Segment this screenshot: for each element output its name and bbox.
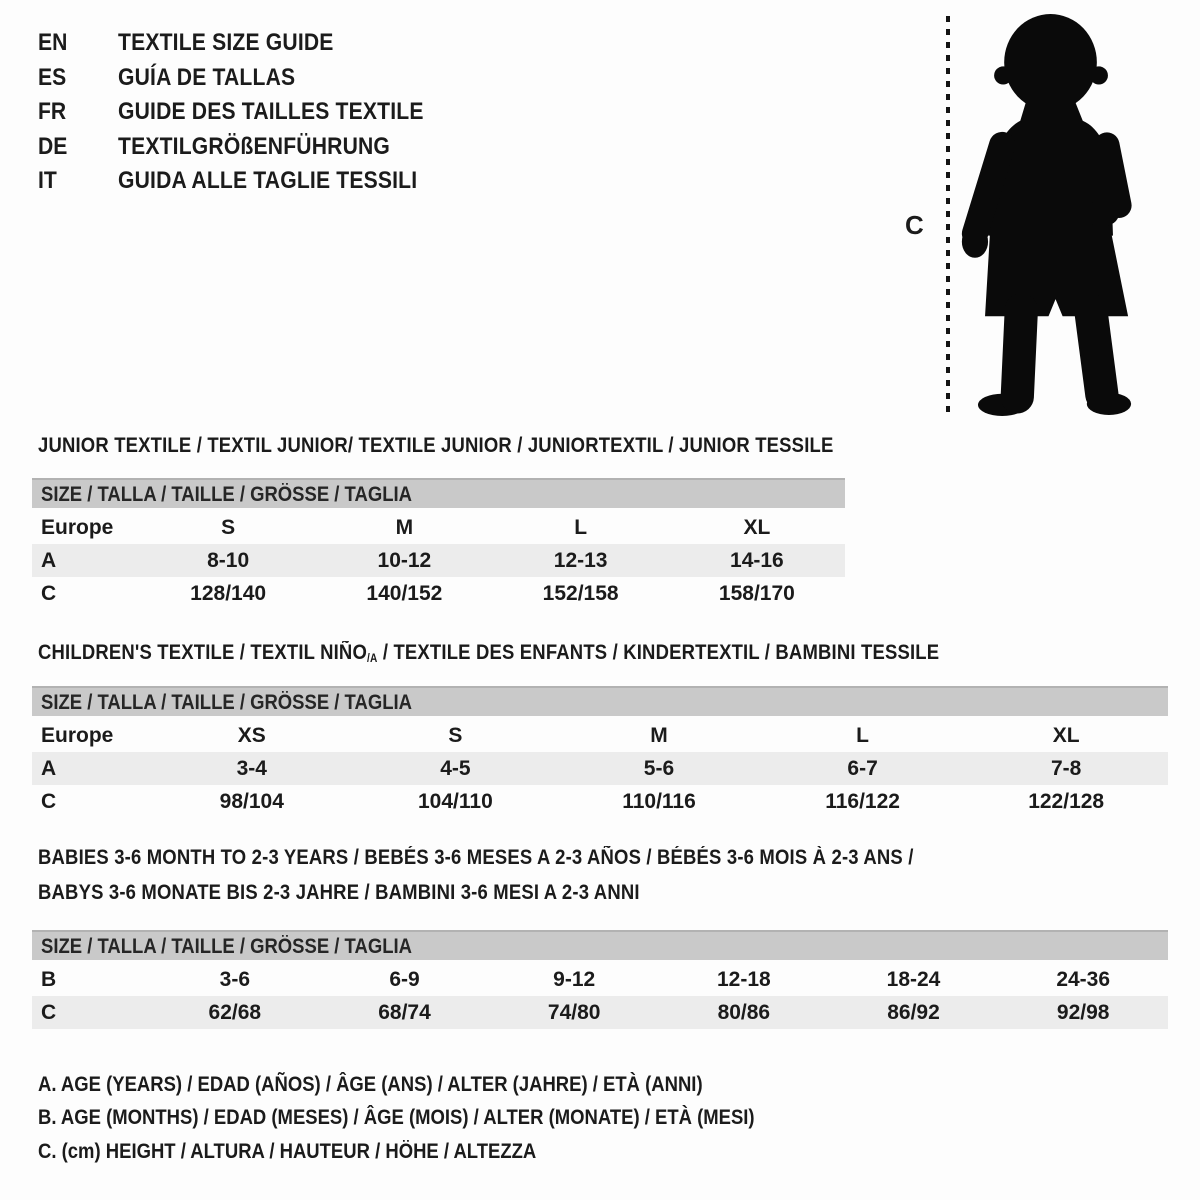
size-cell: 128/140 <box>190 581 267 605</box>
size-cell: L <box>856 723 869 747</box>
table-row <box>32 544 845 577</box>
legend-line-c <box>38 1135 852 1169</box>
babies-size-table <box>32 930 1168 1029</box>
size-cell: 6-7 <box>847 756 878 780</box>
legend-line-c-text: C. (cm) HEIGHT / ALTURA / HAUTEUR / HÖHE / ALTEZZA <box>38 1139 537 1163</box>
language-code: ES <box>38 63 67 91</box>
size-cell: 116/122 <box>825 789 900 813</box>
size-cell: 6-9 <box>389 967 420 991</box>
junior-size-table <box>32 478 845 610</box>
size-cell: S <box>221 515 236 539</box>
size-cell: 104/110 <box>418 789 493 813</box>
legend-line-b <box>38 1102 852 1136</box>
size-cell: 68/74 <box>378 1000 431 1024</box>
legend-line-a <box>38 1068 852 1102</box>
table-row <box>32 511 845 544</box>
junior-table-rows <box>32 511 845 610</box>
language-title: GUIDE DES TAILLES TEXTILE <box>118 98 424 126</box>
language-code: IT <box>38 167 57 195</box>
size-cell: 10-12 <box>377 548 432 572</box>
children-section-title-text <box>38 641 939 665</box>
size-cell: S <box>448 723 463 747</box>
size-cell: M <box>395 515 414 539</box>
language-title: TEXTILGRÖßENFÜHRUNG <box>118 132 391 160</box>
language-title-list <box>38 26 465 199</box>
height-dashed-line <box>946 16 950 416</box>
language-title: GUÍA DE TALLAS <box>118 63 296 91</box>
size-cell: 18-24 <box>886 967 941 991</box>
size-cell: 92/98 <box>1056 1000 1110 1024</box>
language-code: FR <box>38 98 67 126</box>
size-header-bar <box>32 686 1168 716</box>
row-label: C <box>41 581 57 605</box>
table-row <box>32 719 1168 752</box>
size-cell: 24-36 <box>1056 967 1111 991</box>
size-cell: 3-4 <box>236 756 267 780</box>
size-cell: 140/152 <box>366 581 443 605</box>
measure-legend <box>38 1068 852 1169</box>
row-label: Europe <box>41 723 114 747</box>
size-cell: 86/92 <box>887 1000 940 1024</box>
row-label: B <box>41 967 57 991</box>
language-code: EN <box>38 29 68 57</box>
babies-title-line1: BABIES 3-6 MONTH TO 2-3 YEARS / BEBÉS 3-6 MESES A 2-3 AÑOS / BÉBÉS 3-6 MOIS À 2-3 ANS / <box>38 846 914 869</box>
table-row <box>32 963 1168 996</box>
size-cell: XL <box>743 515 771 539</box>
language-row <box>38 95 465 130</box>
size-header-text: SIZE / TALLA / TAILLE / GRÖSSE / TAGLIA <box>41 935 412 958</box>
babies-section-title <box>38 840 1033 910</box>
table-row <box>32 785 1168 818</box>
size-cell: 110/116 <box>622 789 696 813</box>
toddler-silhouette-icon <box>958 12 1138 420</box>
size-cell: XS <box>237 723 266 747</box>
size-cell: 12-18 <box>716 967 771 991</box>
size-header-text: SIZE / TALLA / TAILLE / GRÖSSE / TAGLIA <box>41 691 412 714</box>
babies-title-line2: BABYS 3-6 MONATE BIS 2-3 JAHRE / BAMBINI 3-6 MESI A 2-3 ANNI <box>38 881 640 904</box>
language-title: TEXTILE SIZE GUIDE <box>118 29 334 57</box>
row-label: Europe <box>41 515 114 539</box>
legend-line-a-text: A. AGE (YEARS) / EDAD (AÑOS) / ÂGE (ANS) / ALTER (JAHRE) / ETÀ (ANNI) <box>38 1072 703 1096</box>
size-cell: XL <box>1052 723 1080 747</box>
size-cell: 122/128 <box>1028 789 1105 813</box>
size-cell: 3-6 <box>219 967 251 991</box>
size-cell: 14-16 <box>730 548 784 572</box>
size-cell: 158/170 <box>718 581 795 605</box>
children-section-title <box>38 641 1062 665</box>
table-row <box>32 577 845 610</box>
size-cell: 74/80 <box>547 1000 601 1024</box>
legend-line-b-text: B. AGE (MONTHS) / EDAD (MESES) / ÂGE (MOIS) / ALTER (MONATE) / ETÀ (MESI) <box>38 1106 755 1130</box>
language-row <box>38 61 465 96</box>
size-cell: 9-12 <box>553 967 596 991</box>
language-row <box>38 26 465 61</box>
size-cell: 80/86 <box>717 1000 771 1024</box>
children-size-table <box>32 686 1168 818</box>
size-cell: L <box>574 515 588 539</box>
children-title-main: CHILDREN'S TEXTILE / TEXTIL NIÑO <box>38 641 367 664</box>
table-row <box>32 752 1168 785</box>
size-cell: 62/68 <box>208 1000 262 1024</box>
size-cell: 8-10 <box>207 548 250 572</box>
size-cell: 5-6 <box>643 756 675 780</box>
height-measure-label: C <box>905 210 924 240</box>
row-label: A <box>41 756 57 780</box>
language-code: DE <box>38 132 68 160</box>
junior-section-title-text: JUNIOR TEXTILE / TEXTIL JUNIOR/ TEXTILE JUNIOR / JUNIORTEXTIL / JUNIOR TESSILE <box>38 434 834 457</box>
size-cell: M <box>650 723 668 747</box>
size-cell: 7-8 <box>1050 756 1082 780</box>
row-label: A <box>41 548 57 572</box>
size-cell: 152/158 <box>542 581 619 605</box>
language-title: GUIDA ALLE TAGLIE TESSILI <box>118 167 418 195</box>
size-cell: 12-13 <box>553 548 608 572</box>
children-table-rows <box>32 719 1168 818</box>
children-title-subscript: /A <box>366 652 378 665</box>
row-label: C <box>41 789 57 813</box>
language-row <box>38 130 465 165</box>
size-header-bar <box>32 930 1168 960</box>
row-label: C <box>41 1000 57 1024</box>
table-row <box>32 996 1168 1029</box>
junior-section-title <box>38 434 942 458</box>
size-cell: 98/104 <box>219 789 284 813</box>
babies-table-rows <box>32 963 1168 1029</box>
size-header-bar <box>32 478 845 508</box>
size-header-text: SIZE / TALLA / TAILLE / GRÖSSE / TAGLIA <box>41 483 412 506</box>
children-title-rest: / TEXTILE DES ENFANTS / KINDERTEXTIL / BAMBINI TESSILE <box>377 641 940 664</box>
language-row <box>38 164 465 199</box>
size-cell: 4-5 <box>440 756 471 780</box>
